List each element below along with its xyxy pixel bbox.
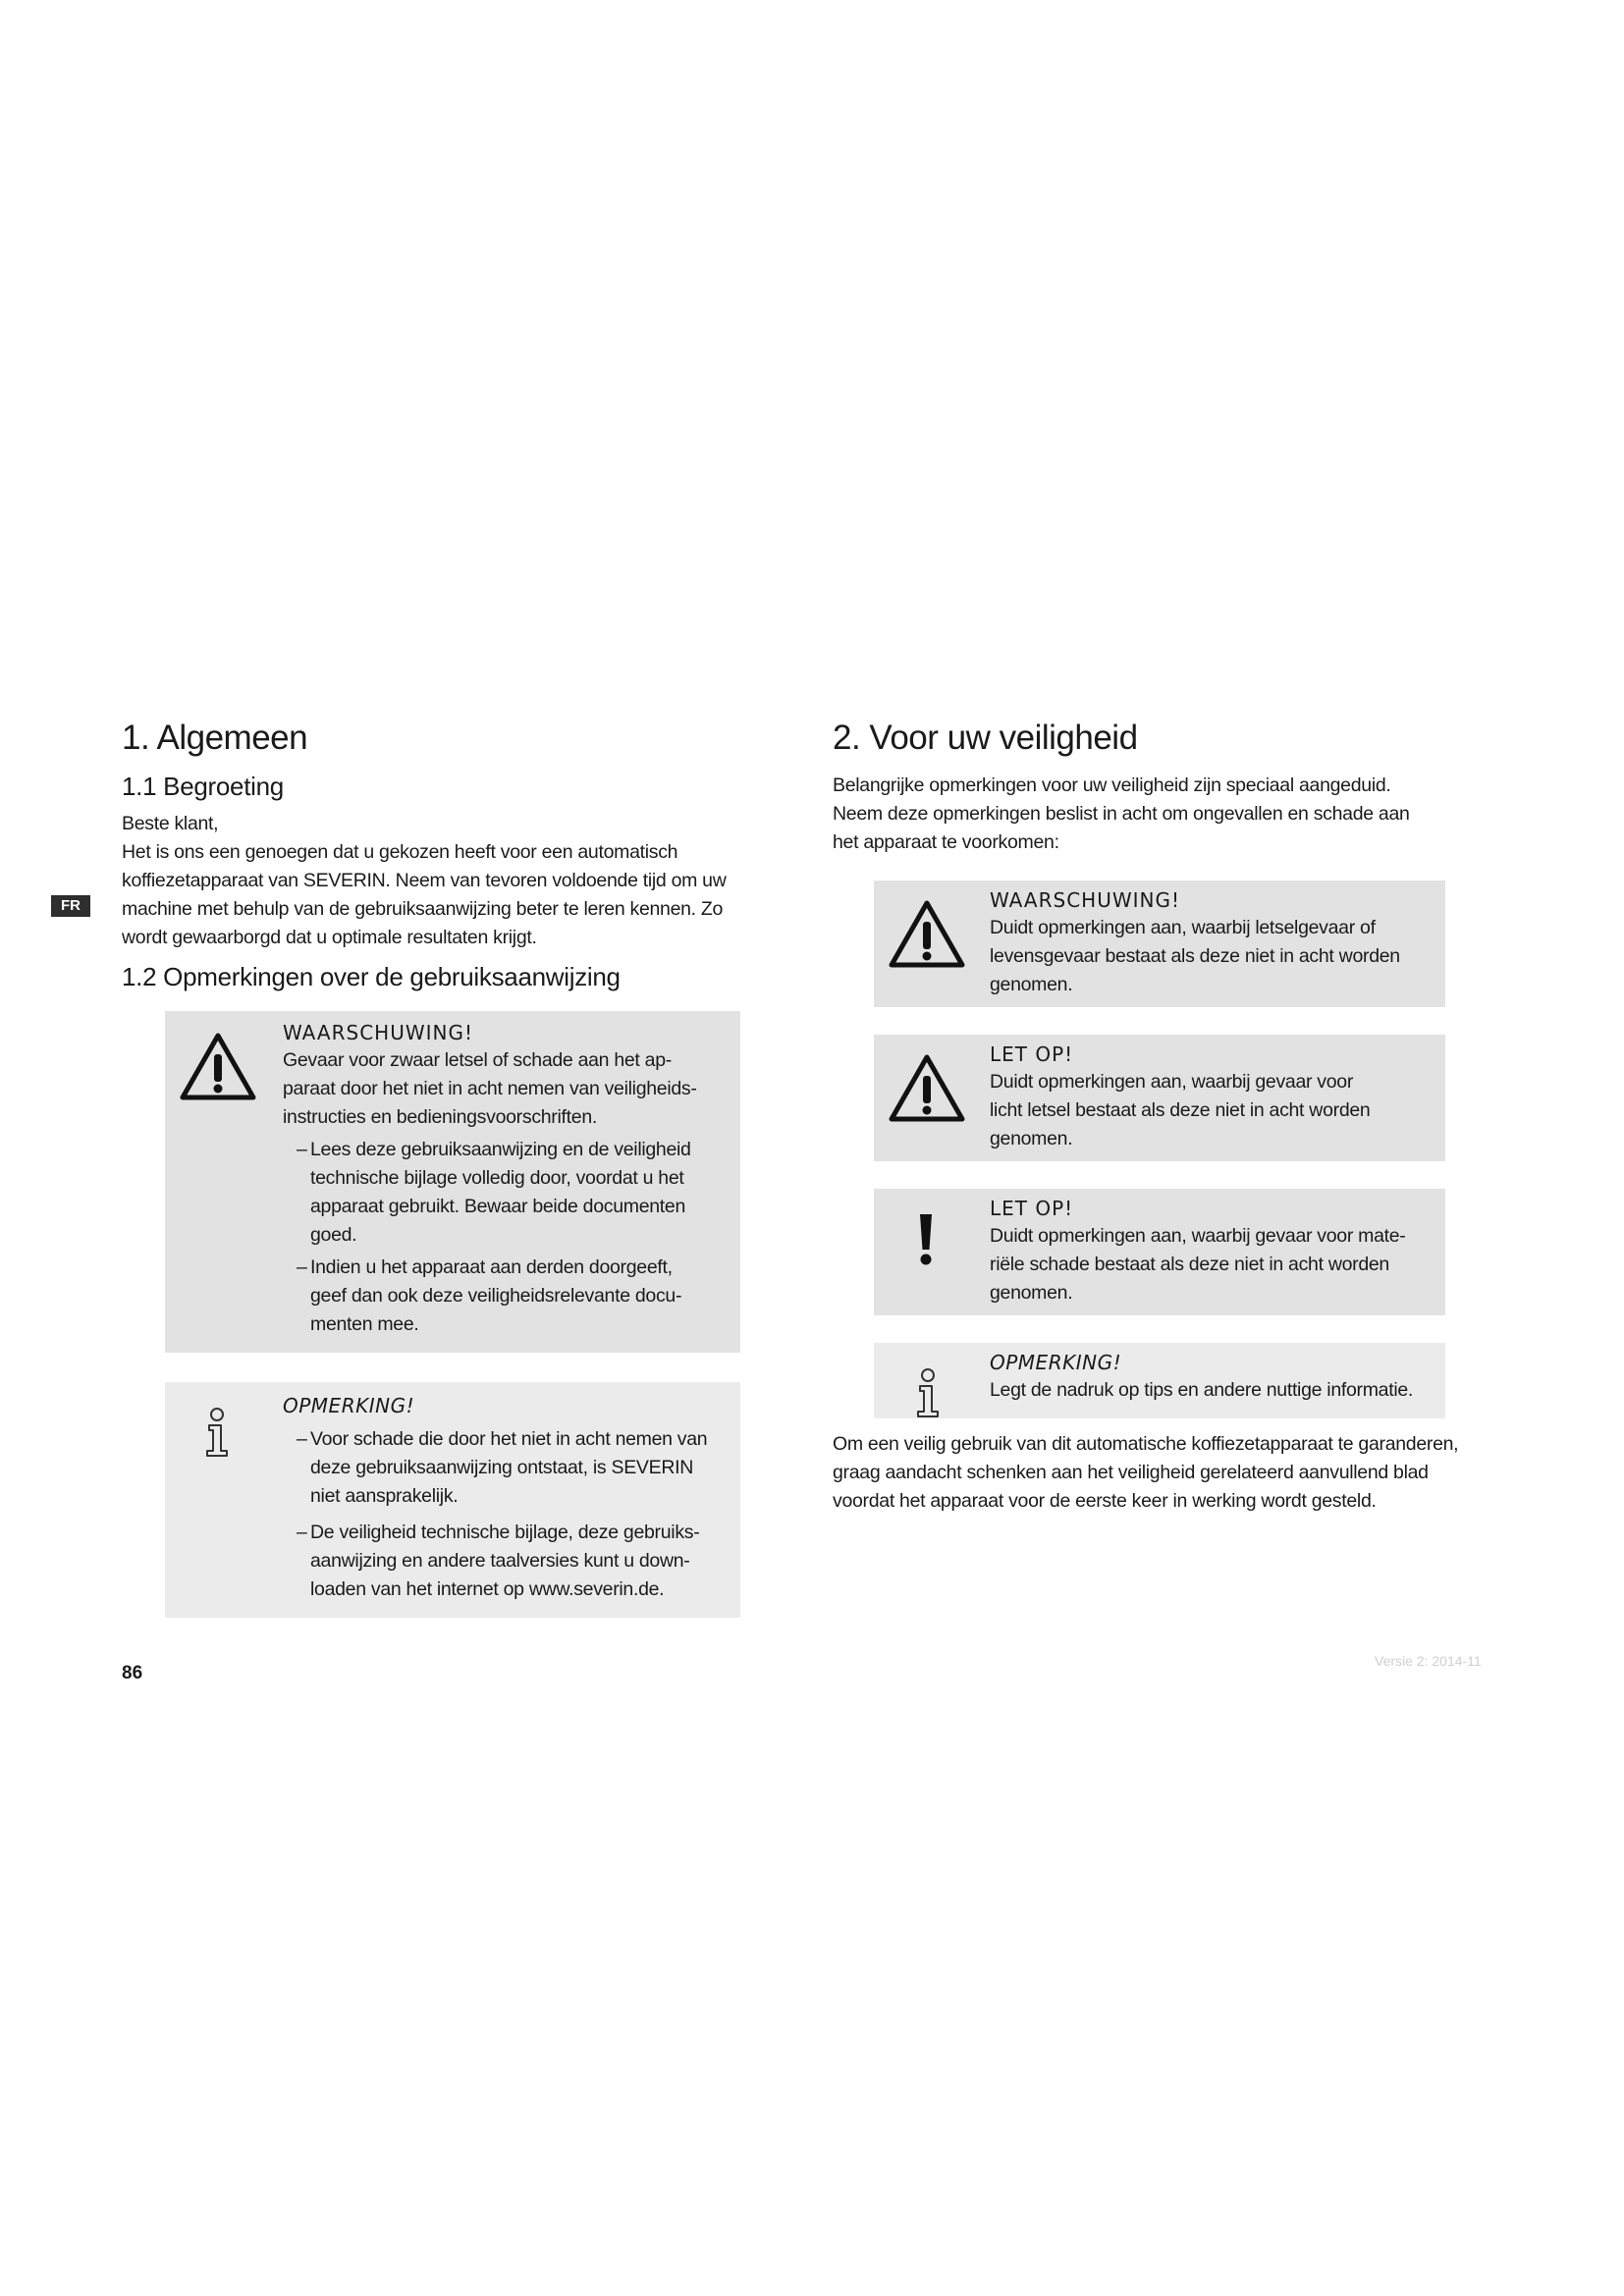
note-box bbox=[165, 1382, 740, 1618]
exclamation-icon bbox=[917, 1212, 935, 1267]
legend-box-line: Legt de nadruk op tips en andere nuttige informatie. bbox=[990, 1379, 1414, 1402]
legend-box-line: levensgevaar bestaat als deze niet in acht worden bbox=[990, 945, 1400, 968]
heading-general: 1. Algemeen bbox=[122, 719, 308, 757]
legend-box-line: Duidt opmerkingen aan, waarbij gevaar voor bbox=[990, 1071, 1354, 1094]
legend-box-material bbox=[874, 1189, 1445, 1315]
intro-line: machine met behulp van de gebruiksaanwijzing beter te leren kennen. Zo bbox=[122, 898, 724, 921]
greeting-line: Beste klant, bbox=[122, 813, 219, 835]
legend-box-title: LET OP! bbox=[990, 1197, 1074, 1221]
version-label: Versie 2: 2014-11 bbox=[1375, 1653, 1482, 1669]
safety-intro-line: het apparaat te voorkomen: bbox=[833, 831, 1059, 854]
bullet-line: De veiligheid technische bijlage, deze gebruiks- bbox=[310, 1521, 700, 1543]
warning-triangle-icon bbox=[888, 1052, 966, 1123]
bullet-line: deze gebruiksaanwijzing ontstaat, is SEVERIN bbox=[310, 1456, 694, 1478]
warning-box-title: WAARSCHUWING! bbox=[283, 1020, 473, 1044]
bullet-line: Indien u het apparaat aan derden doorgeeft, bbox=[310, 1255, 673, 1278]
safety-intro-line: Belangrijke opmerkingen voor uw veiligheid zijn speciaal aangeduid. bbox=[833, 774, 1391, 797]
section-general bbox=[122, 707, 750, 1618]
bullet-line: Voor schade die door het niet in acht nemen van bbox=[310, 1427, 708, 1450]
intro-line: koffiezetapparaat van SEVERIN. Neem van tevoren voldoende tijd om uw bbox=[122, 870, 727, 892]
heading-safety: 2. Voor uw veiligheid bbox=[833, 719, 1138, 757]
bullet-line: technische bijlage volledig door, voordat u het bbox=[310, 1166, 684, 1189]
bullet-dash: – bbox=[297, 1138, 307, 1160]
legend-box-line: Duidt opmerkingen aan, waarbij gevaar voor mate- bbox=[990, 1225, 1406, 1248]
legend-box-line: genomen. bbox=[990, 1282, 1073, 1305]
bullet-line: goed. bbox=[310, 1223, 357, 1246]
page-number: 86 bbox=[122, 1663, 143, 1683]
language-tab-fr: FR bbox=[51, 895, 90, 917]
bullet-dash: – bbox=[297, 1255, 307, 1278]
safety-outro-line: graag aandacht schenken aan het veiligheid gerelateerd aanvullend blad bbox=[833, 1462, 1429, 1484]
note-box-title: OPMERKING! bbox=[283, 1393, 415, 1417]
bullet-line: Lees deze gebruiksaanwijzing en de veiligheid bbox=[310, 1138, 691, 1160]
note-bullet bbox=[283, 1519, 727, 1604]
bullet-line: apparaat gebruikt. Bewaar beide documenten bbox=[310, 1195, 685, 1217]
warning-bullet bbox=[283, 1136, 727, 1250]
bullet-line: niet aansprakelijk. bbox=[310, 1484, 459, 1507]
info-icon bbox=[202, 1408, 232, 1459]
legend-box-line: genomen. bbox=[990, 1128, 1073, 1150]
bullet-line: geef dan ook deze veiligheidsrelevante docu- bbox=[310, 1284, 682, 1307]
safety-outro-line: Om een veilig gebruik van dit automatische koffiezetapparaat te garanderen, bbox=[833, 1433, 1459, 1456]
legend-box-warning bbox=[874, 881, 1445, 1007]
info-icon bbox=[913, 1368, 943, 1419]
warning-triangle-icon bbox=[888, 898, 966, 969]
bullet-dash: – bbox=[297, 1521, 307, 1543]
safety-outro-line: voordat het apparaat voor de eerste keer in werking wordt gesteld. bbox=[833, 1490, 1377, 1513]
section-safety bbox=[833, 707, 1510, 1516]
legend-box-title: WAARSCHUWING! bbox=[990, 888, 1180, 913]
intro-line: wordt gewaarborgd dat u optimale resultaten krijgt. bbox=[122, 927, 537, 949]
bullet-dash: – bbox=[297, 1427, 307, 1450]
warning-box bbox=[165, 1011, 740, 1353]
note-bullet bbox=[283, 1425, 727, 1511]
bullet-line: aanwijzing en andere taalversies kunt u down- bbox=[310, 1549, 690, 1572]
legend-box-note bbox=[874, 1343, 1445, 1418]
safety-intro-line: Neem deze opmerkingen beslist in acht om ongevallen en schade aan bbox=[833, 803, 1410, 826]
legend-box-title: OPMERKING! bbox=[990, 1351, 1122, 1375]
legend-box-line: licht letsel bestaat als deze niet in acht worden bbox=[990, 1099, 1371, 1122]
legend-box-title: LET OP! bbox=[990, 1042, 1074, 1067]
legend-box-line: riële schade bestaat als deze niet in acht worden bbox=[990, 1254, 1389, 1276]
legend-box-caution bbox=[874, 1035, 1445, 1161]
heading-manual-notes: 1.2 Opmerkingen over de gebruiksaanwijzing bbox=[122, 962, 621, 992]
bullet-line: menten mee. bbox=[310, 1312, 419, 1335]
legend-box-line: Duidt opmerkingen aan, waarbij letselgevaar of bbox=[990, 917, 1376, 939]
intro-line: Het is ons een genoegen dat u gekozen heeft voor een automatisch bbox=[122, 841, 678, 864]
heading-greeting: 1.1 Begroeting bbox=[122, 772, 284, 802]
warning-box-line: Gevaar voor zwaar letsel of schade aan het ap- bbox=[283, 1048, 672, 1071]
bullet-line: loaden van het internet op www.severin.de. bbox=[310, 1577, 665, 1600]
warning-bullet bbox=[283, 1254, 727, 1339]
warning-box-line: paraat door het niet in acht nemen van veiligheids- bbox=[283, 1077, 697, 1099]
warning-triangle-icon bbox=[179, 1031, 257, 1101]
warning-box-line: instructies en bedieningsvoorschriften. bbox=[283, 1105, 597, 1128]
legend-box-line: genomen. bbox=[990, 974, 1073, 996]
